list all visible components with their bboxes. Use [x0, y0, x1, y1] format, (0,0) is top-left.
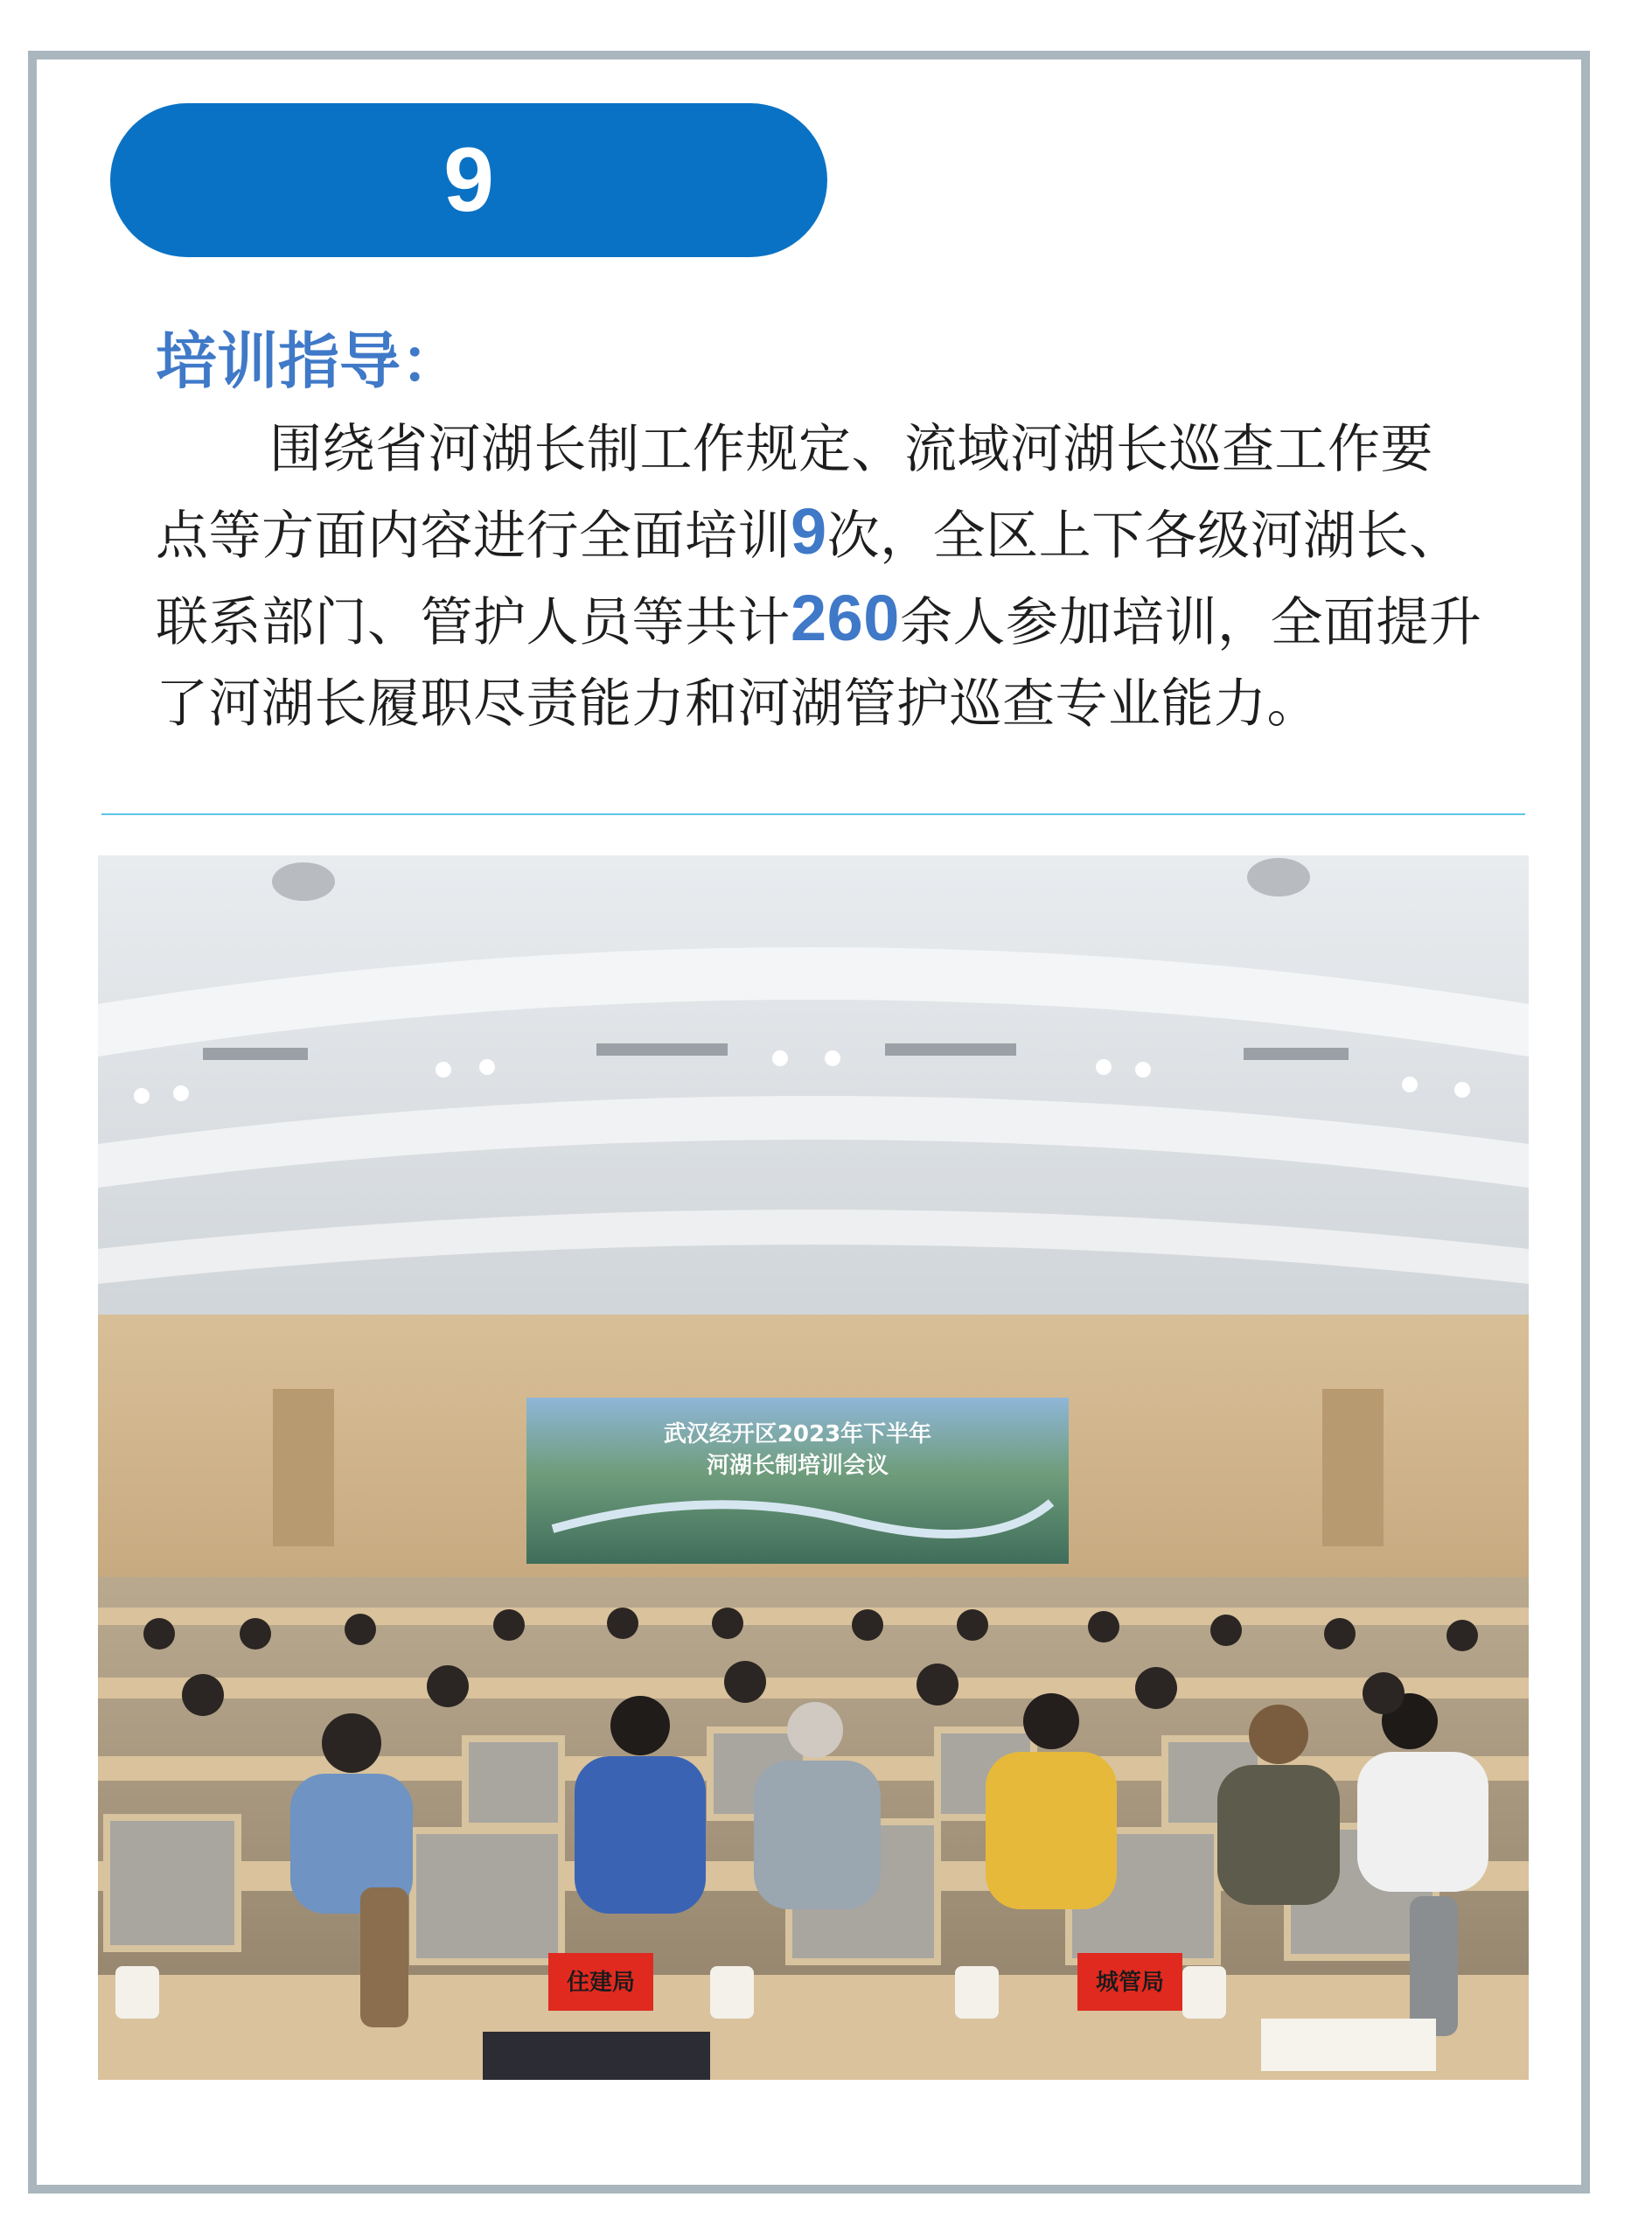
paragraph-text-1: 围绕省河湖长制工作规定、流域河湖长巡查工作要点等方面内容进行全面培训 [156, 419, 1433, 567]
training-meeting-photo [98, 855, 1529, 2080]
section-number: 9 [443, 129, 494, 231]
door [1322, 1389, 1384, 1546]
meeting-room-illustration [98, 855, 1529, 2080]
section-heading: 培训指导： [156, 325, 462, 397]
screen-title-line-2: 河湖长制培训会议 [706, 1453, 889, 1479]
sessions-count: 9 [791, 495, 827, 568]
participants-count: 260 [791, 582, 900, 654]
paragraph-text-3: 余人参加培训，全面提升了河湖长履职尽责能力和河湖管护巡查专业能力。 [156, 592, 1482, 735]
divider-line [101, 813, 1525, 815]
notebook [483, 2032, 710, 2080]
door [273, 1389, 334, 1546]
nameplate-text: 城管局 [1095, 1970, 1165, 1996]
section-paragraph [156, 409, 1485, 745]
screen-title-line-1: 武汉经开区2023年下半年 [663, 1421, 932, 1447]
notebook [1261, 2019, 1436, 2071]
speaker-icon [272, 862, 335, 901]
paragraph-text-2: 次，全区上下各级河湖长、联系部门、管护人员等共计 [156, 506, 1462, 653]
section-number-badge [110, 103, 827, 257]
nameplate-text: 住建局 [566, 1970, 636, 1996]
speaker-icon [1247, 858, 1310, 896]
